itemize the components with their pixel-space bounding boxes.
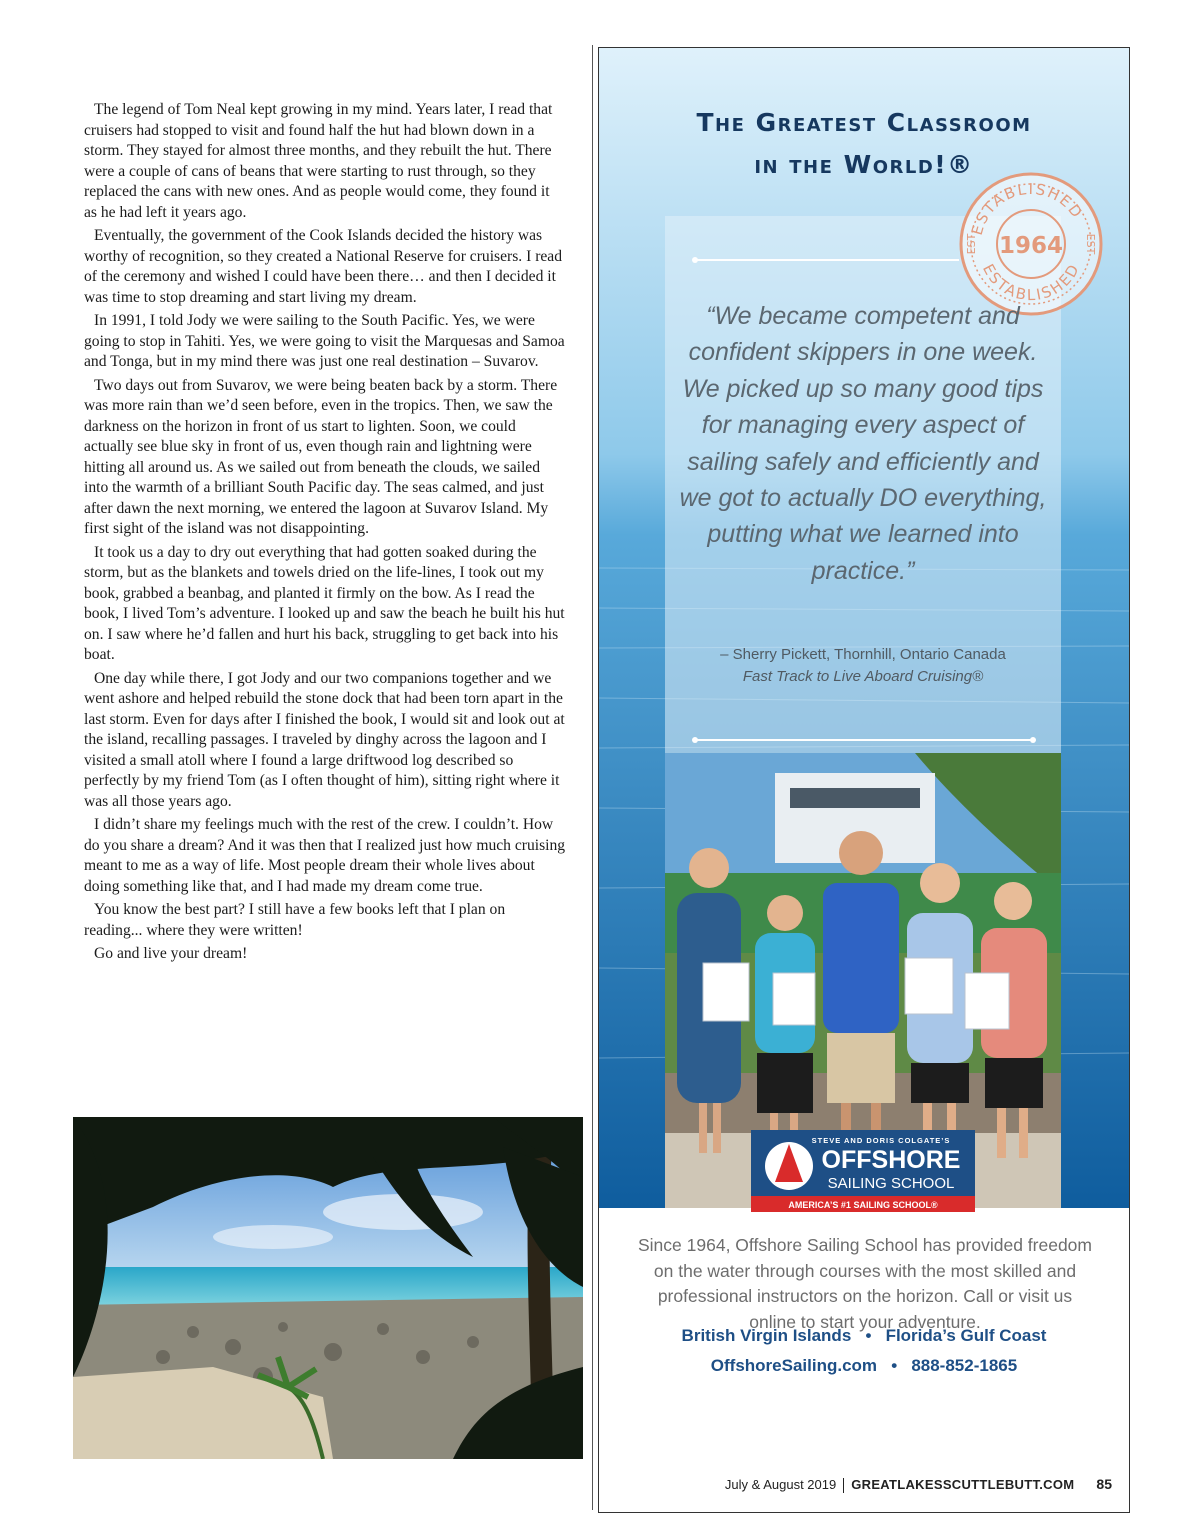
stamp-left-text: EST bbox=[965, 233, 978, 255]
decor-dot bbox=[692, 257, 698, 263]
article-paragraph: In 1991, I told Jody we were sailing to the South Pacific. Yes, we were going to stop in Tahiti. Yes, we were going to visit the Marquesas and Samoa and Tonga, but in my mind there was just one real destination – Suvarov. bbox=[84, 312, 565, 370]
logo-tagline-bottom: AMERICA’S #1 SAILING SCHOOL® bbox=[788, 1200, 938, 1210]
footer-separator bbox=[843, 1478, 844, 1493]
ad-blurb: Since 1964, Offshore Sailing School has provided freedom on the water through courses with the most skilled and professional instructors on the horizon. Call or visit us online to start your adventure. bbox=[638, 1235, 1092, 1332]
article-paragraph: The legend of Tom Neal kept growing in my mind. Years later, I read that cruisers had stopped to visit and found half the hut had blown down in a storm. They stayed for almost three months, and they rebuilt the hut. There were a couple of cans of beans that were starting to rust through, so they replaced the cans with new ones. And as people would come, they found it as he had left it years ago. bbox=[84, 101, 553, 221]
logo-name-line1: OFFSHORE bbox=[821, 1146, 961, 1174]
testimonial-author: – Sherry Pickett, Thornhill, Ontario Canada bbox=[720, 646, 1006, 663]
article-paragraph: Two days out from Suvarov, we were being beaten back by a storm. There was more rain than we’d seen before, even in the tropics. Then, we saw the darkness on the horizon in front of us start to lighten. Soon, we could actually see blue sky in front of us, even though rain and lightning were hitting all around us. As we sailed out from beneath the clouds, we sailed into the warmth of a brilliant South Pacific day. The seas calmed, and just after dawn the next morning, we entered the lagoon at Suvarov Island. My first sight of the island was not disappointing. bbox=[84, 376, 558, 537]
article-paragraph: One day while there, I got Jody and our two companions together and we went ashore and helped rebuild the stone dock that had been torn apart in the last storm. Even for days after I finished the book, I would sit and look out at the island, recalling passages. I traveled by dinghy across the lagoon and I visited a small atoll where I found a large driftwood log described so perfectly by my friend Tom (as I often thought of him), sitting right where it was all those years ago. bbox=[84, 669, 565, 810]
stamp-bottom-text: ESTABLISHED bbox=[978, 260, 1084, 305]
ad-locations: British Virgin Islands • Florida’s Gulf Coast bbox=[681, 1326, 1047, 1345]
page-number: 85 bbox=[1096, 1476, 1112, 1492]
article-paragraph: I didn’t share my feelings much with the rest of the crew. I couldn’t. How do you share a dream? And it was then that I realized just how much cruising meant to me as a way of life. Most people dream their whole lives about doing something like that, and I had made my dream come true. bbox=[84, 816, 566, 895]
page-footer bbox=[725, 1476, 1112, 1493]
article-paragraph: Eventually, the government of the Cook Islands decided the history was worthy of recognition, so they created a National Reserve for cruisers. I read of the ceremony and wished I could have been there… and then I decided it was time to stop dreaming and start living my dream. bbox=[84, 227, 563, 306]
column-divider bbox=[592, 45, 593, 1510]
stamp-year: 1964 bbox=[998, 233, 1064, 259]
testimonial-course: Fast Track to Live Aboard Cruising® bbox=[742, 668, 984, 685]
beach-palm-illustration bbox=[73, 1117, 583, 1459]
article-paragraph: It took us a day to dry out everything that had gotten soaked during the storm, but as the blankets and towels dried on the life-lines, I took out my book, grabbed a beanbag, and planted it firmly on the bow. As I read the book, I lived Tom’s adventure. I looked up and saw the beach he built his hut on. I saw where he’d fallen and hurt his back, struggling to get back into his boat. bbox=[84, 543, 565, 663]
offshore-sailing-logo bbox=[751, 1130, 975, 1212]
article-body bbox=[84, 100, 566, 968]
article-paragraph: Go and live your dream! bbox=[94, 945, 248, 962]
decor-dot bbox=[1030, 737, 1036, 743]
article-paragraph: You know the best part? I still have a few books left that I plan on reading... where they were written! bbox=[84, 901, 506, 939]
footer-site[interactable]: GREATLAKESSCUTTLEBUTT.COM bbox=[851, 1477, 1075, 1492]
ad-headline-line2: in the World!® bbox=[754, 150, 974, 179]
testimonial-quote: “We became competent and confident skippers in one week. We picked up so many good tips for managing every aspect of sailing safely and efficiently and we got to actually DO everything, putting what we learned into practice.” bbox=[679, 302, 1047, 585]
established-stamp bbox=[957, 170, 1105, 318]
stamp-top-text: ESTABLISHED bbox=[967, 179, 1087, 238]
beach-palm-photo bbox=[73, 1117, 583, 1459]
logo-name-line2: SAILING SCHOOL bbox=[827, 1175, 955, 1192]
ad-contact[interactable]: OffshoreSailing.com • 888-852-1865 bbox=[710, 1356, 1018, 1375]
ad-headline-line1: The Greatest Classroom bbox=[696, 108, 1032, 137]
footer-issue: July & August 2019 bbox=[724, 1477, 837, 1492]
offshore-sailing-ad bbox=[598, 47, 1130, 1513]
logo-tagline-top: STEVE AND DORIS COLGATE’S bbox=[811, 1136, 951, 1145]
logo-graphic bbox=[751, 1130, 975, 1212]
stamp-right-text: EST bbox=[1084, 233, 1097, 255]
decor-dot bbox=[692, 737, 698, 743]
